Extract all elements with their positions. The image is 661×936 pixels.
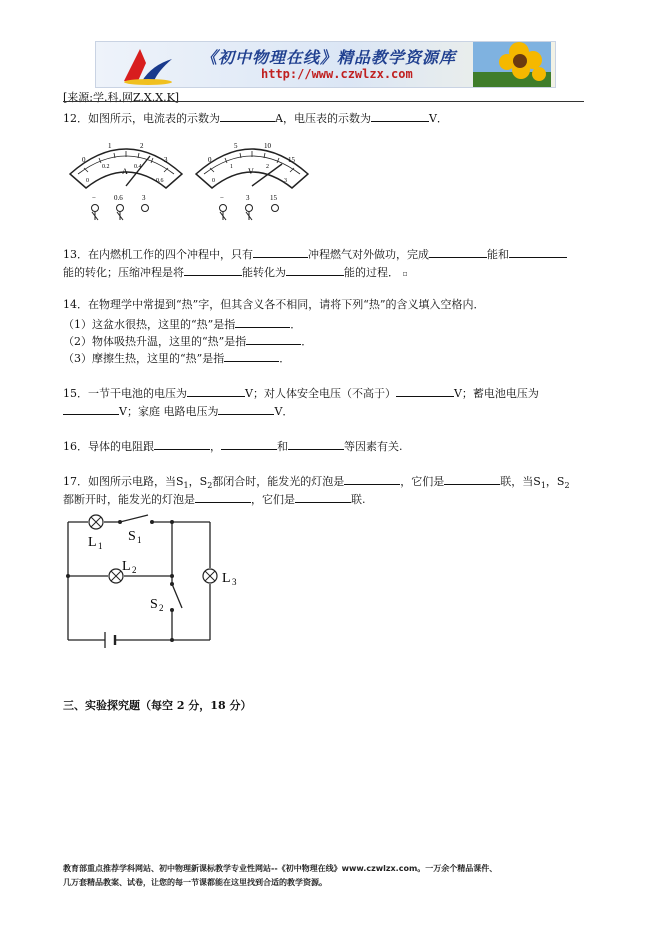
ammeter-upper-1: 1 xyxy=(108,142,112,150)
site-logo-icon xyxy=(118,45,178,85)
question-13-line-2: 能的转化；压缩冲程是将 能转化为 能的过程． ▫ xyxy=(63,266,408,279)
label-L2: L xyxy=(122,559,131,574)
voltmeter-lower-3: 3 xyxy=(284,178,287,184)
question-16: 16．导体的电阻跟 ， 和 等因素有关. xyxy=(63,440,403,453)
voltmeter-upper-2: 10 xyxy=(264,142,271,150)
ammeter-upper-0: 0 xyxy=(82,156,86,164)
svg-text:1: 1 xyxy=(98,541,103,551)
lamp-icon xyxy=(89,515,217,583)
q13-energy-3-blank[interactable] xyxy=(184,264,242,276)
q14-blank-3[interactable] xyxy=(224,350,279,362)
voltmeter-upper-3: 15 xyxy=(288,156,295,164)
header-banner xyxy=(95,41,556,88)
label-S1: S xyxy=(128,529,136,544)
q14-blank-2[interactable] xyxy=(246,333,301,345)
ammeter-upper-2: 2 xyxy=(140,142,144,150)
label-S2: S xyxy=(150,597,158,612)
voltmeter-upper-1: 5 xyxy=(234,142,238,150)
q16-blank-2[interactable] xyxy=(221,438,277,450)
q16-blank-3[interactable] xyxy=(288,438,344,450)
page-footer xyxy=(63,862,603,890)
q17-closed-connection-blank[interactable] xyxy=(444,473,500,485)
q16-blank-1[interactable] xyxy=(154,438,210,450)
voltmeter-terminal-15: 15 xyxy=(270,194,277,202)
label-L1: L xyxy=(88,535,97,550)
ammeter-unit: A xyxy=(122,167,128,176)
voltmeter-unit: V xyxy=(248,167,254,176)
q14-blank-1[interactable] xyxy=(235,316,290,328)
q17-closed-bulbs-blank[interactable] xyxy=(344,473,400,485)
battery-icon xyxy=(105,632,115,648)
voltmeter-diagram xyxy=(190,136,314,222)
question-14-stem: 14．在物理学中常提到“热”字，但其含义各不相同，请将下列“热”的含义填入空格内． xyxy=(63,298,485,311)
question-14-item-1: （1）这盆水很热，这里的“热”是指 ． xyxy=(63,318,302,331)
stray-mark: ▫ xyxy=(402,269,408,278)
circuit-diagram xyxy=(60,512,250,654)
voltmeter-lower-2: 2 xyxy=(266,164,269,170)
svg-text:1: 1 xyxy=(137,535,142,545)
voltmeter-upper-0: 0 xyxy=(208,156,212,164)
ammeter-lower-3: 0.6 xyxy=(156,178,164,184)
question-14-item-3: （3）摩擦生热，这里的“热”是指 ． xyxy=(63,352,291,365)
q15-household-blank[interactable] xyxy=(218,403,274,415)
ammeter-lower-0: 0 xyxy=(86,178,89,184)
q12-current-blank[interactable] xyxy=(220,110,275,122)
q15-safe-voltage-blank[interactable] xyxy=(396,385,454,397)
voltmeter-terminal-3: 3 xyxy=(246,194,250,202)
voltmeter-lower-0: 0 xyxy=(212,178,215,184)
ammeter-terminal-neg: − xyxy=(92,194,96,202)
ammeter-lower-2: 0.4 xyxy=(134,164,142,170)
q17-open-connection-blank[interactable] xyxy=(295,491,351,503)
question-15-line-1: 15．一节干电池的电压为 V；对人体安全电压（不高于） V；蓄电池电压为 xyxy=(63,387,539,400)
ammeter-upper-3: 3 xyxy=(164,156,168,164)
label-L3: L xyxy=(222,571,231,586)
voltmeter-lower-1: 1 xyxy=(230,164,233,170)
q13-energy-2-blank[interactable] xyxy=(509,246,567,258)
svg-text:3: 3 xyxy=(232,577,237,587)
svg-text:2: 2 xyxy=(132,565,137,575)
question-17-line-2: 都断开时，能发光的灯泡是 ，它们是 联. xyxy=(63,493,366,506)
svg-text:2: 2 xyxy=(159,603,164,613)
section-3-heading: 三、实验探究题（每空 2 分，18 分） xyxy=(63,699,252,712)
q15-accumulator-blank[interactable] xyxy=(63,403,119,415)
q17-open-bulbs-blank[interactable] xyxy=(195,491,251,503)
voltmeter-terminal-neg: − xyxy=(220,194,224,202)
question-12: 12．如图所示，电流表的示数为 A，电压表的示数为 V． xyxy=(63,112,448,125)
question-14-item-2: （2）物体吸热升温，这里的“热”是指 ． xyxy=(63,335,313,348)
header-rule xyxy=(63,101,584,102)
footer-line-2: 几万套精品教案、试卷，让您的每一节课都能在这里找到合适的教学资源。 xyxy=(63,878,327,887)
ammeter-diagram xyxy=(64,136,188,222)
q13-energy-1-blank[interactable] xyxy=(429,246,487,258)
source-tag: [来源:学.科.网Z.X.X.K] xyxy=(63,91,180,104)
question-15-line-2: V；家庭 电路电压为 V． xyxy=(63,403,293,419)
footer-line-1: 教育部重点推荐学科网站、初中物理新课标教学专业性网站--《初中物理在线》www.czwlzx.com。一万余个精品课件、 xyxy=(63,864,498,873)
ammeter-lower-1: 0.2 xyxy=(102,164,110,170)
banner-title: 《初中物理在线》精品教学资源库 xyxy=(201,48,457,67)
q13-stroke-blank[interactable] xyxy=(253,246,308,258)
banner-url[interactable]: http://www.czwlzx.com xyxy=(261,67,413,81)
q12-voltage-blank[interactable] xyxy=(371,110,429,122)
q15-battery-blank[interactable] xyxy=(187,385,245,397)
sunflower-icon xyxy=(473,42,551,87)
question-13-line-1: 13．在内燃机工作的四个冲程中，只有 冲程燃气对外做功，完成 能和 xyxy=(63,246,567,262)
ammeter-terminal-0.6: 0.6 xyxy=(114,194,123,202)
q13-energy-4-blank[interactable] xyxy=(286,264,344,276)
question-17-line-1: 17．如图所示电路，当$S_1$，$S_2$都闭合时，能发光的灯泡是 ，它们是 联，当$S_1$，$S_2$ xyxy=(63,475,570,491)
ammeter-terminal-3: 3 xyxy=(142,194,146,202)
